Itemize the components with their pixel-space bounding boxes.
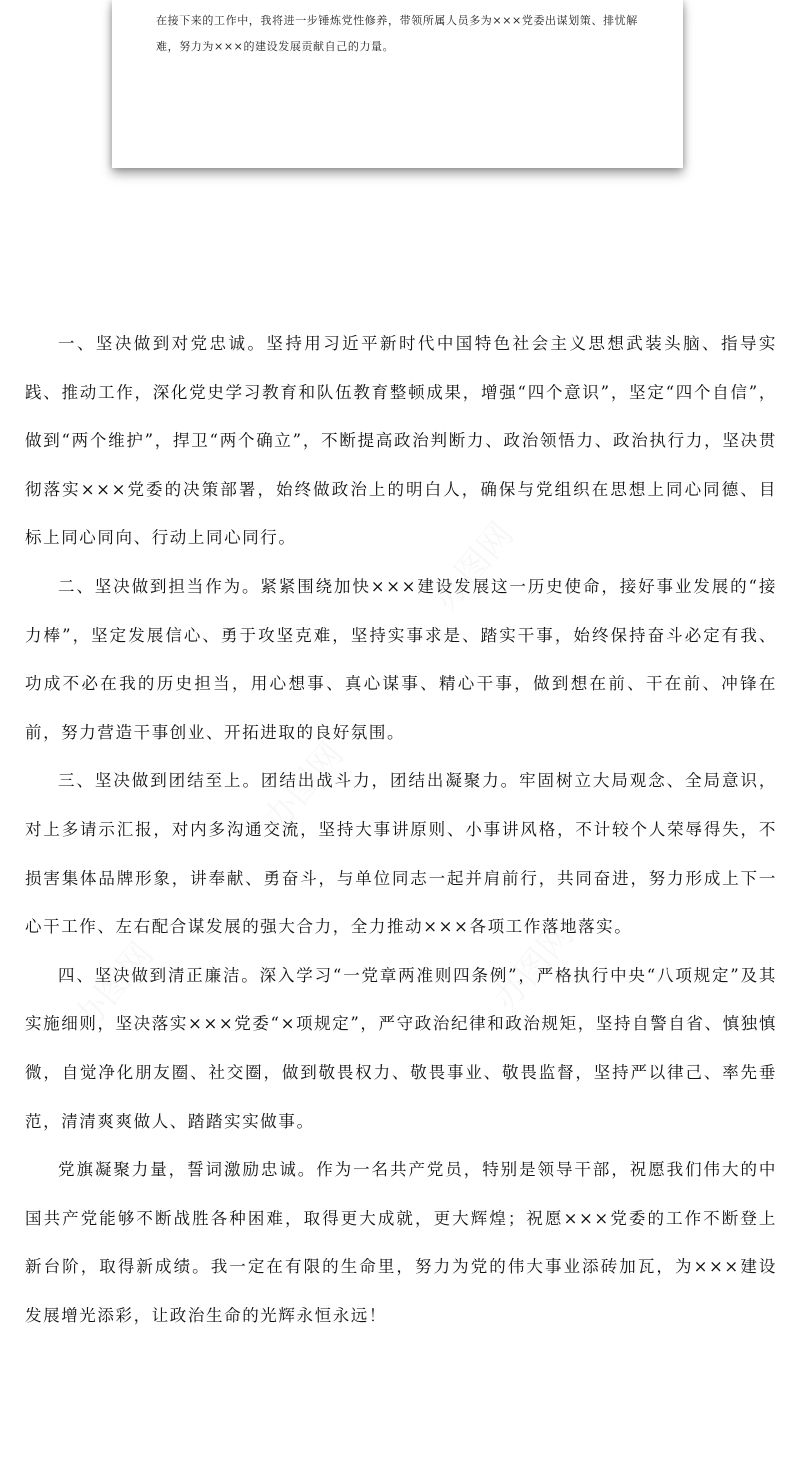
paragraph-unity: 三、坚决做到团结至上。团结出战斗力，团结出凝聚力。牢固树立大局观念、全局意识，对上多请示汇报，对内多沟通交流，坚持大事讲原则、小事讲风格，不计较个人荣辱得失，不损害集体品牌形象，讲奉献、勇奋斗，与单位同志一起并肩前行，共同奋进，努力形成上下一心干工作、左右配合谋发展的强大合力，全力推动×××各项工作落地落实。 [25,771,777,937]
document-body [25,320,777,1340]
paragraph-integrity: 四、坚决做到清正廉洁。深入学习“一党章两准则四条例”，严格执行中央“八项规定”及其实施细则，坚决落实×××党委“×项规定”，严守政治纪律和政治规矩，坚持自警自省、慎独慎微，自觉净化朋友圈、社交圈，做到敬畏权力、敬畏事业、敬畏监督，坚持严以律己、率先垂范，清清爽爽做人、踏踏实实做事。 [25,965,777,1131]
watermark-logo: 办图网 [425,514,522,619]
paragraph-responsibility: 二、坚决做到担当作为。紧紧围绕加快×××建设发展这一历史使命，接好事业发展的“接力棒”，坚定发展信心、勇于攻坚克难，坚持实事求是、踏实干事，始终保持奋斗必定有我、功成不必在我的历史担当，用心想事、真心谋事、精心干事，做到想在前、干在前、冲锋在前，努力营造干事创业、开拓进取的良好氛围。 [25,576,777,742]
watermark-logo: 办图网 [255,734,352,839]
watermark-logo: 办图网 [485,914,582,1019]
preview-paragraph: 在接下来的工作中，我将进一步锤炼党性修养，带领所属人员多为×××党委出谋划策、排忧解难，努力为×××的建设发展贡献自己的力量。 [156,14,638,53]
paragraph-closing: 党旗凝聚力量，誓词激励忠诚。作为一名共产党员，特别是领导干部，祝愿我们伟大的中国共产党能够不断战胜各种困难，取得更大成就，更大辉煌；祝愿×××党委的工作不断登上新台阶，取得新成绩。我一定在有限的生命里，努力为党的伟大事业添砖加瓦，为×××建设发展增光添彩，让政治生命的光辉永恒永远！ [25,1160,777,1325]
watermark-logo: 办图网 [65,934,162,1039]
document-preview-card [112,0,683,168]
paragraph-loyalty: 一、坚决做到对党忠诚。坚持用习近平新时代中国特色社会主义思想武装头脑、指导实践、推动工作，深化党史学习教育和队伍教育整顿成果，增强“四个意识”，坚定“四个自信”，做到“两个维护”，捍卫“两个确立”，不断提高政治判断力、政治领悟力、政治执行力，坚决贯彻落实×××党委的决策部署，始终做政治上的明白人，确保与党组织在思想上同心同德、目标上同心同向、行动上同心同行。 [25,334,777,548]
